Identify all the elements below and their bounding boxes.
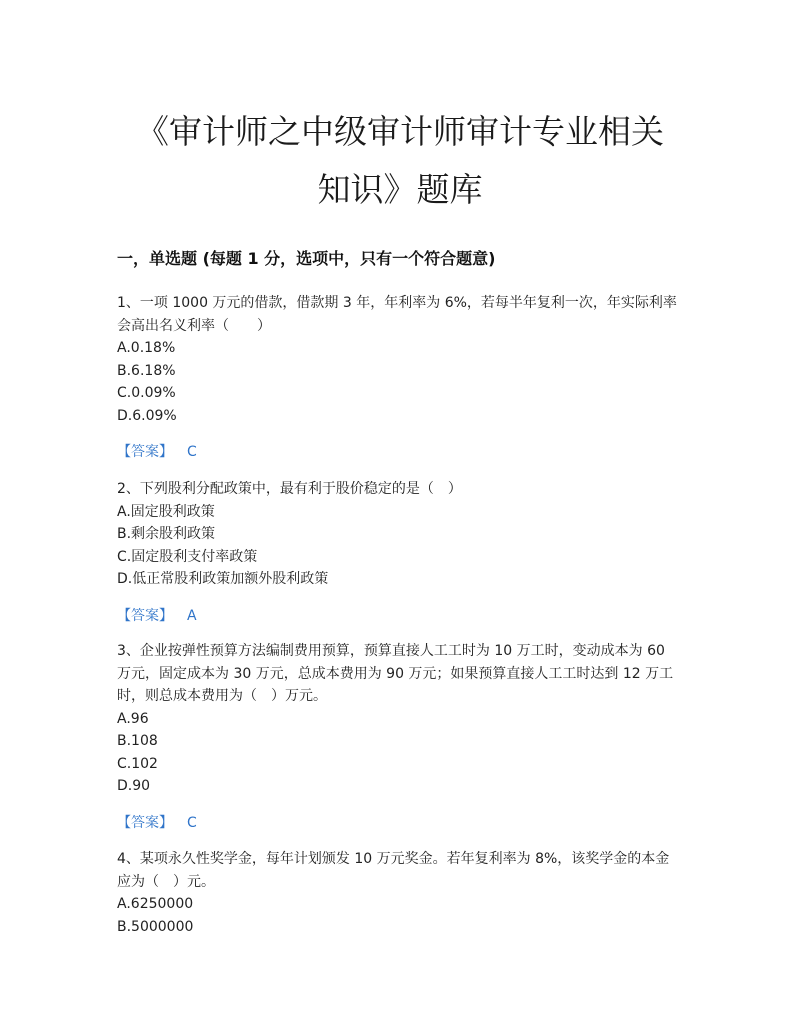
option-b: B.6.18% (117, 362, 176, 379)
option-c: C.102 (117, 755, 158, 772)
answer-value: C (187, 444, 197, 460)
option-c: C.0.09% (117, 385, 176, 401)
answer-value: A (187, 607, 197, 624)
answer-line (117, 812, 677, 835)
section-heading: 一，单选题 (每题 1 分，选项中，只有一个符合题意) (117, 249, 496, 268)
question-text: 4、某项永久性奖学金，每年计划颁发 10 万元奖金。若年复利率为 8%，该奖学金的本金应为（ ）元。 (117, 851, 670, 890)
option-a: A.0.18% (117, 340, 176, 356)
answer-label: 【答案】 (117, 607, 173, 624)
question-2 (117, 478, 677, 627)
answer-line (117, 441, 677, 464)
question-1 (117, 292, 677, 464)
answer-label: 【答案】 (117, 814, 173, 831)
option-d: D.6.09% (117, 407, 177, 424)
document-title (100, 103, 700, 219)
question-text: 2、下列股利分配政策中，最有利于股价稳定的是（ ） (117, 481, 462, 497)
answer-label: 【答案】 (117, 444, 173, 460)
title-line-2: 知识》题库 (317, 170, 483, 209)
question-4 (117, 848, 677, 938)
option-a: A.6250000 (117, 896, 194, 912)
answer-value: C (187, 814, 197, 831)
option-b: B.5000000 (117, 918, 194, 935)
answer-line (117, 605, 677, 628)
option-b: B.剩余股利政策 (117, 526, 216, 542)
option-a: A.96 (117, 710, 149, 727)
question-text: 3、企业按弹性预算方法编制费用预算，预算直接人工工时为 10 万工时，变动成本为 60 万元，固定成本为 30 万元，总成本费用为 90 万元；如果预算直接人工工时达到 12 万工时，则总成本费用为（ ）万元。 (117, 643, 674, 704)
option-b: B.108 (117, 733, 158, 749)
option-a: A.固定股利政策 (117, 503, 215, 520)
question-3 (117, 640, 677, 834)
question-text: 1、一项 1000 万元的借款，借款期 3 年，年利率为 6%，若每半年复利一次，年实际利率会高出名义利率（ ） (117, 295, 677, 334)
option-c: C.固定股利支付率政策 (117, 548, 258, 565)
title-line-1: 《审计师之中级审计师审计专业相关 (136, 112, 664, 151)
option-d: D.90 (117, 778, 151, 794)
option-d: D.低正常股利政策加额外股利政策 (117, 571, 329, 587)
